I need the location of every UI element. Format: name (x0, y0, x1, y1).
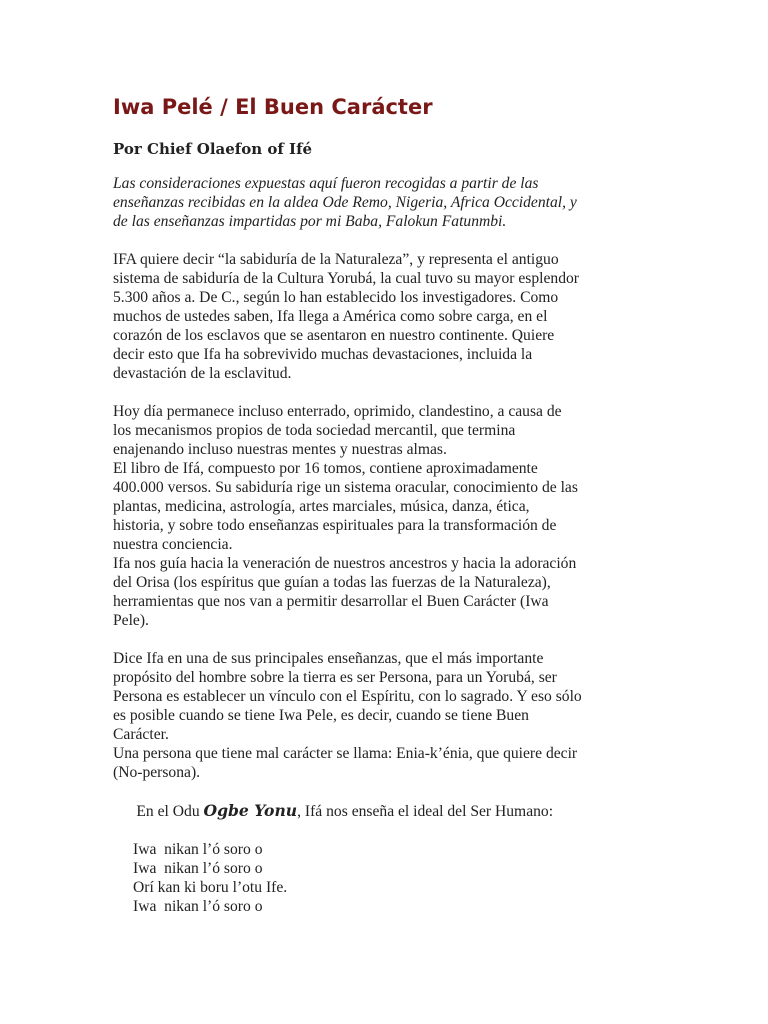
verse-line-2: Iwa nikan l’ó soro o (133, 860, 263, 877)
verse-line-1: Iwa nikan l’ó soro o (133, 841, 263, 858)
intro-paragraph: Las consideraciones expuestas aquí fueron recogidas a partir de las enseñanzas recibidas en la aldea Ode Remo, Nigeria, Africa Occidental, y de las enseñanzas impartidas por mi Baba, Falokun Fatunmbi. (113, 175, 577, 230)
odu-prefix: En el Odu (113, 803, 204, 820)
body-paragraph-1: IFA quiere decir “la sabiduría de la Naturaleza”, y representa el antiguo sistema de sabiduría de la Cultura Yorubá, la cual tuvo su mayor esplendor 5.300 años a. De C., según lo han establecido los investigadores. Como muchos de ustedes saben, Ifa llega a América como sobre carga, en el corazón de los esclavos que se asentaron en nuestro continente. Quiere decir esto que Ifa ha sobrevivido muchas devastaciones, incluida la devastación de la esclavitud. (113, 251, 579, 382)
odu-name: Ogbe Yonu (203, 801, 298, 820)
odu-suffix: , Ifá nos enseña el ideal del Ser Humano: (297, 803, 554, 820)
document-page (113, 92, 658, 916)
verse-line-3: Orí kan ki boru l’otu Ife. (133, 879, 288, 896)
verse-line-4: Iwa nikan l’ó soro o (133, 898, 263, 915)
document-title: Iwa Pelé / El Buen Carácter (113, 95, 433, 119)
body-paragraph-2: Hoy día permanece incluso enterrado, oprimido, clandestino, a causa de los mecanismos propios de toda sociedad mercantil, que termina enajenando incluso nuestras mentes y nuestras almas. El libro de Ifá, compuesto por 16 tomos, contiene aproximadamente 400.000 versos. Su sabiduría rige un sistema oracular, conocimiento de las plantas, medicina, astrología, artes marciales, música, danza, ética, historia, y sobre todo enseñanzas espirituales para la transformación de nuestra conciencia. Ifa nos guía hacia la veneración de nuestros ancestros y hacia la adoración del Orisa (los espíritus que guían a todas las fuerzas de la Naturaleza), herramientas que nos van a permitir desarrollar el Buen Carácter (Iwa Pele). (113, 403, 578, 629)
body-paragraph-3: Dice Ifa en una de sus principales enseñanzas, que el más importante propósito del hombre sobre la tierra es ser Persona, para un Yorubá, ser Persona es establecer un vínculo con el Espíritu, con lo sagrado. Y eso sólo es posible cuando se tiene Iwa Pele, es decir, cuando se tiene Buen Carácter. Una persona que tiene mal carácter se llama: Enia-k’énia, que quiere decir (No-persona). (113, 650, 582, 781)
document-author: Por Chief Olaefon of Ifé (113, 140, 313, 158)
verse-block (113, 840, 658, 916)
odu-intro-line (113, 801, 658, 821)
